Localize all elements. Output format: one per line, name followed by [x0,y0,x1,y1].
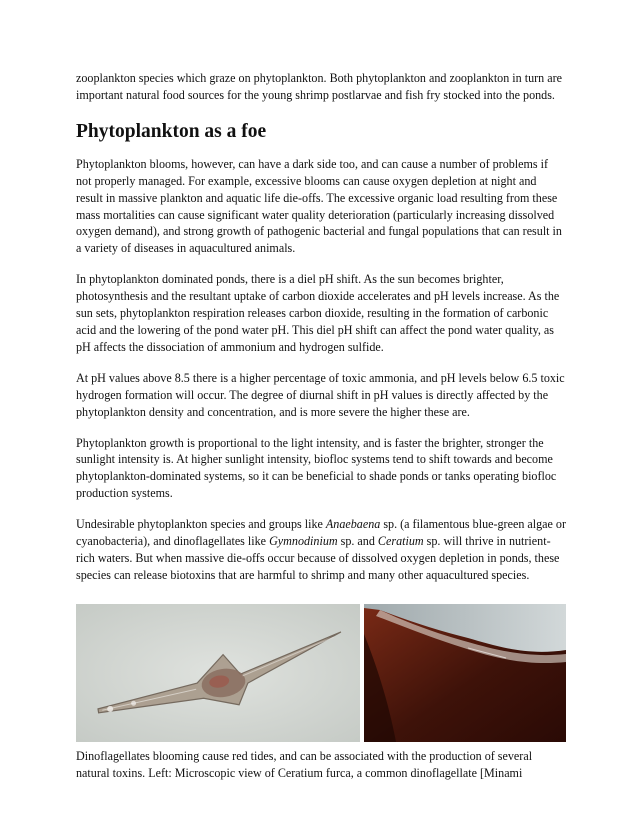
photo-red-tide [364,604,566,742]
paragraph-light-intensity: Phytoplankton growth is proportional to the light intensity, and is faster the brighter, stronger the sunlight intensity is. At higher sunlight intensity, biofloc systems tend to shift towards and become phytoplankton-dominated systems, so it can be beneficial to shade ponds or tanks operating biofloc production systems. [76,435,557,501]
paragraph-blooms: Phytoplankton blooms, however, can have a dark side too, and can cause a number of problems if not properly managed. For example, excessive blooms can cause oxygen depletion at night and result in massive plankton and aquatic life die-offs. The excessive organic load resulting from these mass mortalities can cause significant water quality deterioration (particularly increasing dissolved oxygen demand), and strong growth of pathogenic bacterial and fungal populations that can result in a variety of diseases in aquacultured animals. [76,156,562,256]
figure-caption: Dinoflagellates blooming cause red tides, and can be associated with the production of several natural toxins. Left: Microscopic view of Ceratium furca, a common dinoflagellate [Minami [76,748,533,780]
paragraph-ph-values: At pH values above 8.5 there is a higher percentage of toxic ammonia, and pH levels below 6.5 toxic hydrogen formation will occur. The degree of diurnal shift in pH values is directly affected by the phytoplankton density and concentration, and is more severe the higher these are. [76,370,565,419]
text-fragment: Undesirable phytoplankton species and groups like [76,517,326,532]
species-name-gymnodinium: Gymnodinium [269,534,338,549]
paragraph-undesirable-species [76,516,566,584]
paragraph-ph-shift: In phytoplankton dominated ponds, there is a diel pH shift. As the sun becomes brighter, photosynthesis and the resultant uptake of carbon dioxide accelerates and pH levels increase. As the sun sets, phytoplankton respiration releases carbon dioxide, resulting in the formation of carbonic acid and the lowering of the pond water pH. This diel pH shift can affect the pond water quality, as pH affects the dissociation of ammonium and hydrogen sulfide. [76,272,560,354]
document-page [76,70,566,782]
species-name-ceratium: Ceratium [377,534,424,549]
text-fragment: sp. and [337,534,378,549]
species-name-anaebaena: Anaebaena [325,517,381,532]
section-heading: Phytoplankton as a foe [76,120,267,142]
figure-images [76,604,566,742]
intro-paragraph: zooplankton species which graze on phytoplankton. Both phytoplankton and zooplankton in turn are important natural food sources for the young shrimp postlarvae and fish fry stocked into the ponds. [76,71,562,102]
text-fragment: sp. (a filamentous blue-green algae or cyanobacteria), and dinoflagellates like [76,517,566,549]
text-fragment: sp. will thrive in nutrient-rich waters. But when massive die-offs occur because of dissolved oxygen depletion in ponds, these species can release biotoxins that are harmful to shrimp and many other aquacultured species. [76,534,560,582]
micrograph-ceratium [76,604,360,742]
